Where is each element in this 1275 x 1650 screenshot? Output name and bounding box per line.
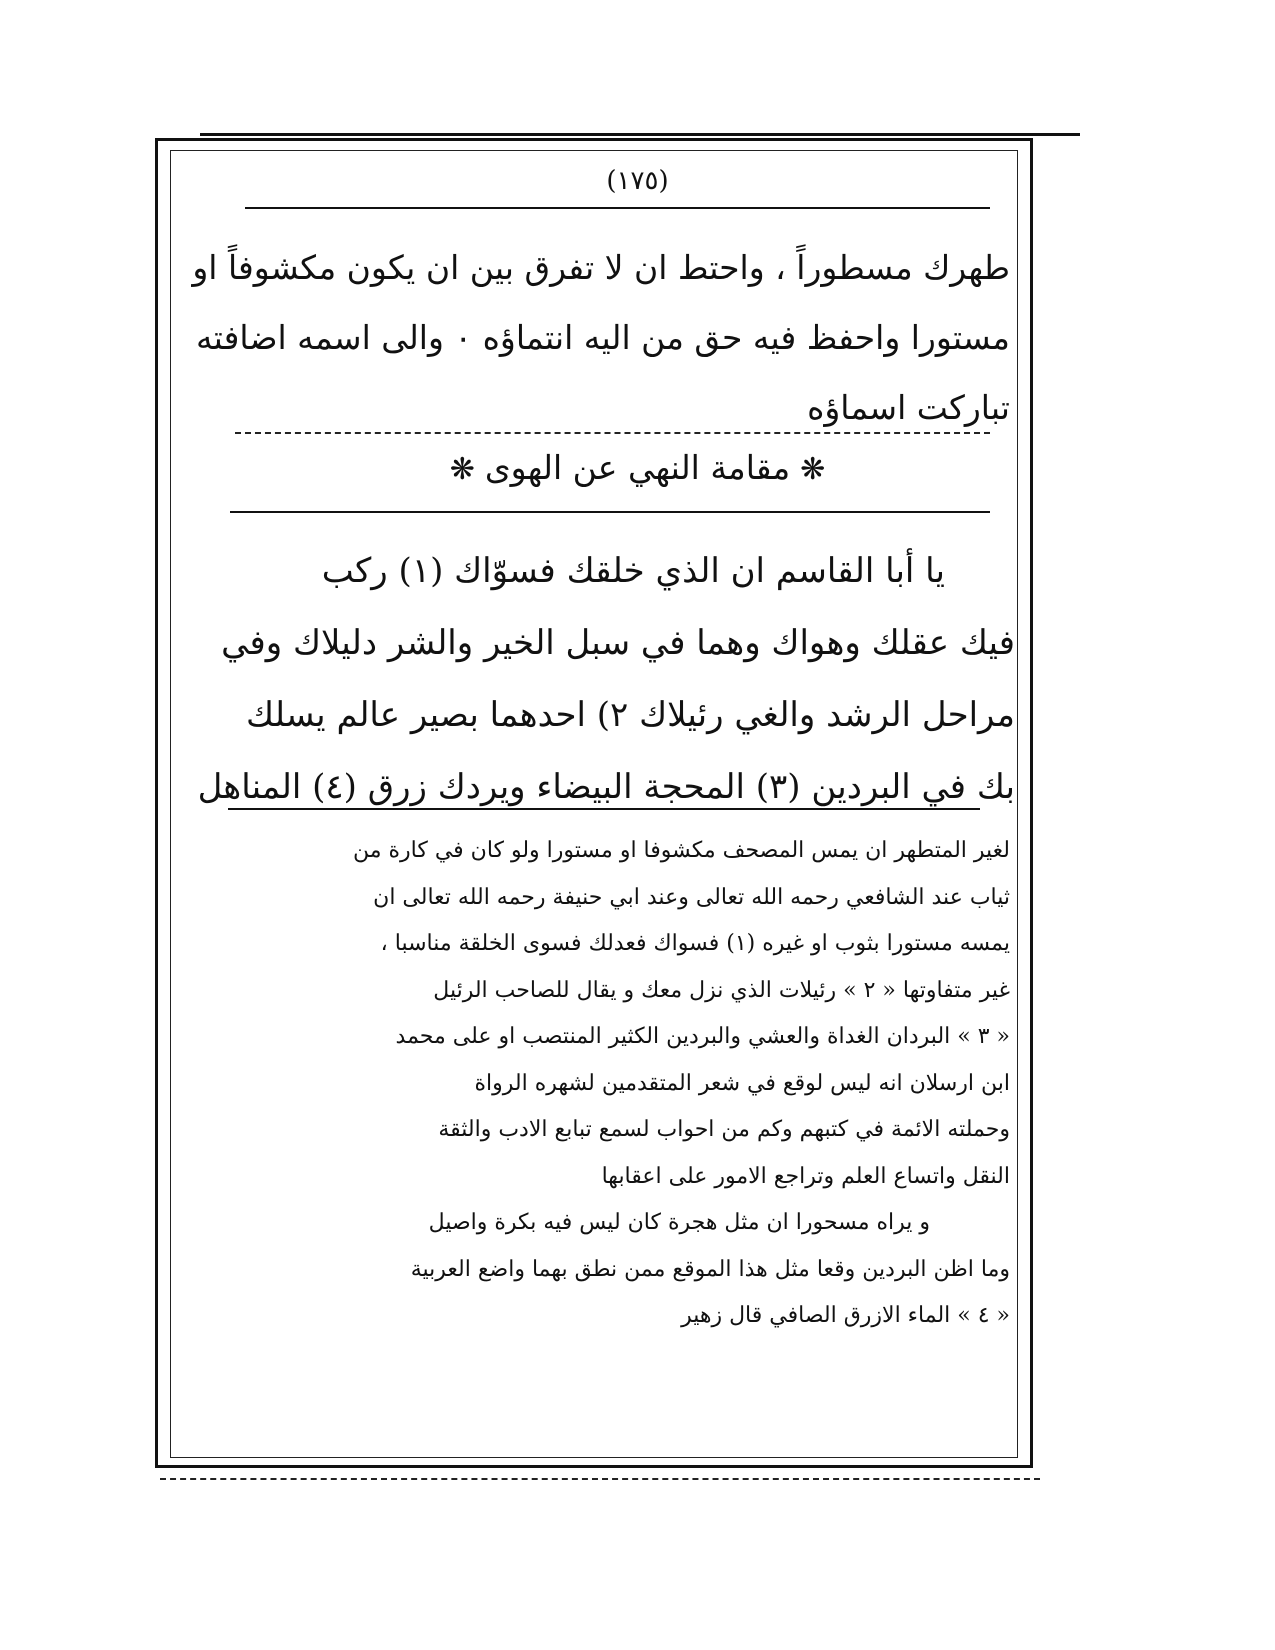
text-line: تباركت اسماؤه [807,388,1010,427]
footnotes [200,828,1010,1340]
frame-bottom-rule [160,1478,1040,1480]
ornament-star-icon: ❋ [800,452,826,487]
text-line: بك في البردين (٣) المحجة البيضاء ويردك زرق (٤) المناهل [197,767,1015,807]
footnote-line: لغير المتطهر ان يمس المصحف مكشوفا او مستورا ولو كان في كارة من [352,838,1010,863]
footnote-line: ثياب عند الشافعي رحمه الله تعالى وعند ابي حنيفة رحمه الله تعالى ان [373,884,1010,910]
main-paragraph [197,535,1015,823]
text-line: مستورا واحفظ فيه حق من اليه انتماؤه ٠ والى اسمه اضافته [195,318,1010,357]
footnote-line: وما اظن البردين وقعا مثل هذا الموقع ممن نطق بهما واضع العربية [410,1256,1010,1282]
footnote-line: يمسه مستورا بثوب او غيره (١) فسواك فعدلك فسوى الخلقة مناسبا ، [380,931,1010,956]
footnote-rule [228,808,980,810]
text-line: فيك عقلك وهواك وهما في سبل الخير والشر دليلاك وفي [221,623,1015,663]
footnote-line: وحملته الائمة في كتبهم وكم من احواب لسمع تبابع الادب والثقة [438,1117,1010,1142]
header-rule [245,207,990,209]
page-number: (١٧٥) [606,166,669,196]
footnote-line: ابن ارسلان انه ليس لوقع في شعر المتقدمين لشهره الرواة [474,1070,1010,1096]
footnote-line: « ٤ » الماء الازرق الصافي قال زهير [681,1303,1010,1328]
section-heading-title: مقامة النهي عن الهوى [484,448,791,487]
footnote-line: « ٣ » البردان الغداة والعشي والبردين الكثير المنتصب او على محمد [395,1024,1010,1049]
text-line: يا أبا القاسم ان الذي خلقك فسوّاك (١) ركب [321,551,945,591]
section-heading [0,448,1275,487]
frame-top-rule [200,133,1080,136]
heading-rule [230,511,990,513]
text-line: مراحل الرشد والغي رئيلاك ٢) احدهما بصير عالم يسلك [245,695,1015,735]
top-paragraph [192,233,1010,443]
text-line: طهرك مسطوراً ، واحتط ان لا تفرق بين ان يكون مكشوفاً او [192,248,1010,287]
footnote-line: النقل واتساع العلم وتراجع الامور على اعقابها [601,1163,1010,1189]
footnote-verse-line: و يراه مسحورا ان مثل هجرة كان ليس فيه بكرة واصيل [428,1210,930,1235]
ornament-star-icon: ❋ [449,452,475,487]
section-divider-dashed [235,432,990,434]
footnote-line: غير متفاوتها « ٢ » رئيلات الذي نزل معك و يقال للصاحب الرئيل [433,977,1010,1003]
